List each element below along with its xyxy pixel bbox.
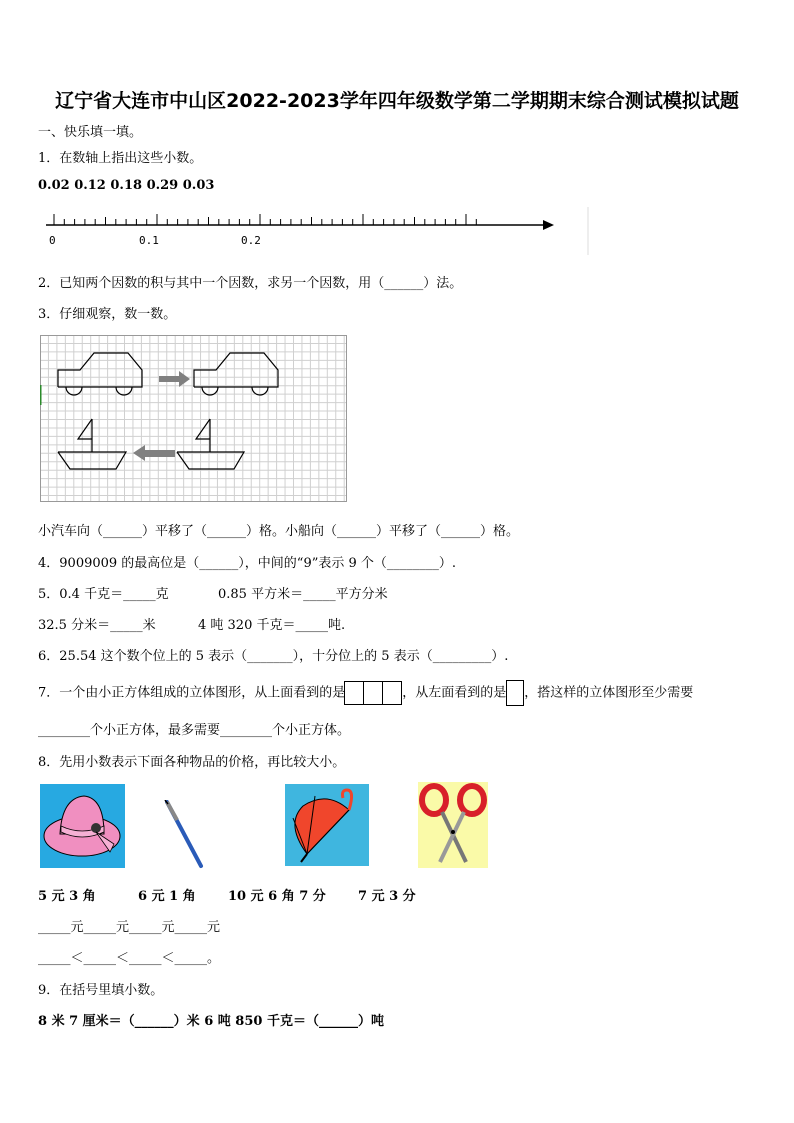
question-9-stem: 9．在括号里填小数。 (38, 983, 164, 998)
question-7-text-c: ，搭这样的立体图形至少需要 (524, 685, 694, 701)
price-item-4: 7 元 3 分 (358, 889, 416, 904)
question-5a: 5．0.4 千克＝_____克 (38, 587, 169, 602)
price-item-3: 10 元 6 角 7 分 (228, 889, 326, 904)
question-1-numbers: 0.02 0.12 0.18 0.29 0.03 (38, 178, 215, 193)
price-item-2: 6 元 1 角 (138, 889, 196, 904)
number-line-arrow (543, 220, 554, 230)
question-7-line1 (38, 680, 693, 706)
question-3-answer: 小汽车向（______）平移了（______）格。小船向（______）平移了（______）格。 (38, 524, 520, 539)
question-5d: 4 吨 320 千克＝_____吨. (198, 618, 346, 633)
price-blanks: _____元_____元_____元_____元 (38, 920, 221, 935)
number-line (38, 205, 598, 260)
section-heading: 一、快乐填一填。 (38, 125, 143, 140)
price-item-1: 5 元 3 角 (38, 889, 96, 904)
hat-image (40, 784, 125, 868)
question-5c: 32.5 分米＝_____米 (38, 618, 156, 633)
axis-label-0-1: 0.1 (139, 234, 159, 247)
question-4: 4．9009009 的最高位是（______），中间的“9”表示 9 个（________）. (38, 556, 457, 571)
price-compare: _____＜_____＜_____＜_____。 (38, 951, 221, 966)
question-7-text-a: 7．一个由小正方体组成的立体图形，从上面看到的是 (38, 685, 346, 701)
translation-grid-figure (40, 335, 348, 503)
question-6: 6．25.54 这个数个位上的 5 表示（_______），十分位上的 5 表示（_________）. (38, 649, 509, 664)
question-5b: 0.85 平方米＝_____平方分米 (218, 587, 388, 602)
scissors-image (418, 782, 488, 868)
umbrella-image (285, 784, 369, 866)
question-9-items: 8 米 7 厘米＝（______）米 6 吨 850 千克＝（______）吨 (38, 1014, 384, 1029)
question-8-stem: 8．先用小数表示下面各种物品的价格，再比较大小。 (38, 755, 346, 770)
left-view-figure (506, 680, 524, 706)
axis-label-0: 0 (49, 234, 56, 247)
question-7-line2: ________个小正方体，最多需要________个小正方体。 (38, 723, 351, 738)
question-3-stem: 3．仔细观察，数一数。 (38, 307, 177, 322)
axis-label-0-2: 0.2 (241, 234, 261, 247)
page-title: 辽宁省大连市中山区2022-2023学年四年级数学第二学期期末综合测试模拟试题 (55, 90, 739, 112)
top-view-figure (345, 681, 402, 705)
question-2: 2．已知两个因数的积与其中一个因数，求另一个因数，用（______）法。 (38, 276, 463, 291)
question-7-text-b: ，从左面看到的是 (402, 685, 507, 701)
question-1-stem: 1．在数轴上指出这些小数。 (38, 151, 203, 166)
pen-image (163, 800, 205, 870)
